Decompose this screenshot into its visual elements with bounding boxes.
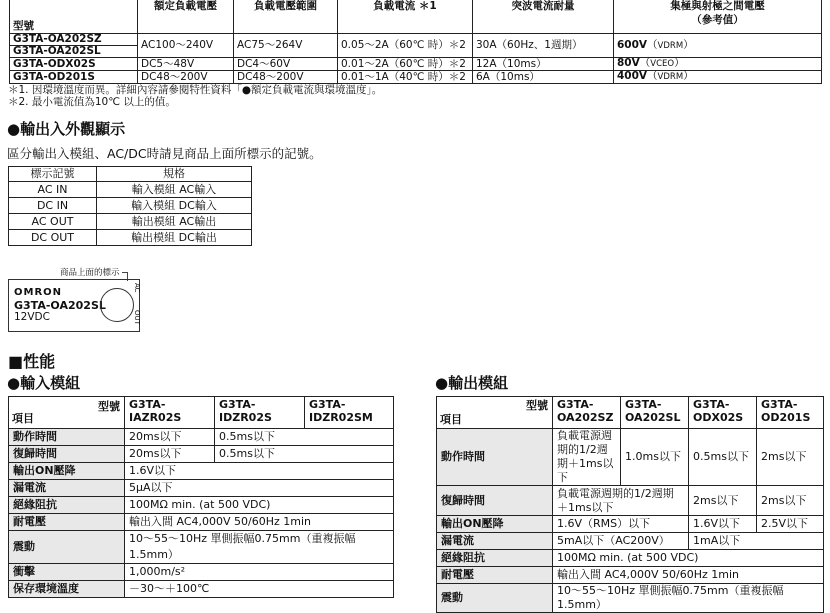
cell-value: 20ms以下	[125, 429, 215, 446]
cell-value: 0.5ms以下	[215, 429, 394, 446]
row-label: 復歸時間	[9, 446, 125, 463]
table-row	[9, 446, 394, 463]
table-row	[437, 584, 824, 613]
output-module-title: ●輸出模組	[435, 374, 509, 392]
corner-model-label: 型號	[98, 400, 120, 413]
spec-surge: 12A（10ms）	[473, 58, 614, 71]
spec-surge: 30A（60Hz、1週期）	[473, 34, 614, 58]
table-row	[437, 567, 824, 584]
cell-value: －30～＋100℃	[125, 581, 394, 598]
table-row	[9, 514, 394, 531]
cell-value: 1mA以下	[689, 533, 824, 550]
cell-value: 20ms以下	[125, 446, 215, 463]
performance-title: ■性能	[8, 352, 56, 371]
io-mark-table	[8, 166, 252, 246]
table-row	[9, 564, 394, 581]
spec-table	[9, 0, 822, 84]
cell-value: 2ms以下	[757, 429, 824, 486]
io-mark: AC IN	[9, 182, 97, 198]
cell-value: 5μA以下	[125, 480, 394, 497]
input-model-header: G3TA-IAZR02S	[125, 397, 215, 429]
table-row	[9, 182, 252, 198]
row-label: 輸出ON壓降	[9, 463, 125, 480]
row-label: 衝擊	[9, 564, 125, 581]
input-module-table	[8, 396, 394, 598]
io-spec: 輸入模組 DC輸入	[97, 198, 252, 214]
table-row	[9, 198, 252, 214]
cell-value: 輸出入間 AC4,000V 50/60Hz 1min	[125, 514, 394, 531]
cell-value: 10～55～10Hz 單側振幅0.75mm（重複振幅1.5mm）	[553, 584, 824, 613]
input-model-header: G3TA-IDZR02SM	[305, 397, 394, 429]
io-spec: 輸出模組 DC輸出	[97, 230, 252, 246]
output-model-header: G3TA-OA202SZ	[553, 397, 621, 429]
cell-value: 100MΩ min. (at 500 VDC)	[553, 550, 824, 567]
table-row	[9, 463, 394, 480]
spec-range: DC48～200V	[234, 71, 338, 84]
cell-value: 1.6V以下	[125, 463, 394, 480]
io-mark: DC OUT	[9, 230, 97, 246]
io-section-description: 區分輸出入模組、AC/DC時請見商品上面所標示的記號。	[7, 146, 322, 161]
spec-vce-unit: VCEO	[650, 59, 675, 69]
spec-rated: DC48～200V	[138, 71, 234, 84]
row-label: 漏電流	[437, 533, 553, 550]
spec-header-ce-voltage-l1: 集極與射極之間電壓	[670, 0, 765, 12]
cell-value: 2ms以下	[689, 486, 757, 516]
input-model-header: G3TA-IDZR02S	[215, 397, 305, 429]
spec-current: 0.01～2A（60℃ 時）＊2	[338, 58, 473, 71]
row-label: 復歸時間	[437, 486, 553, 516]
table-row	[9, 214, 252, 230]
spec-header-ce-voltage	[614, 0, 822, 34]
spec-vce-value: 80V	[617, 57, 640, 69]
output-model-header: G3TA-OD201S	[757, 397, 824, 429]
spec-header-model: 型號	[10, 0, 138, 34]
table-row	[437, 550, 824, 567]
spec-vce-unit: VDRM	[657, 40, 684, 51]
row-label: 震動	[437, 584, 553, 613]
spec-current: 0.05～2A（60℃ 時）＊2	[338, 34, 473, 58]
spec-row	[10, 71, 822, 84]
label-mark-ac: AC	[133, 283, 141, 293]
spec-model: G3TA-OD201S	[10, 71, 138, 84]
product-label-figure	[8, 279, 140, 332]
cell-value: 輸出入間 AC4,000V 50/60Hz 1min	[553, 567, 824, 584]
row-label: 動作時間	[437, 429, 553, 486]
cell-value: 2ms以下	[757, 486, 824, 516]
cell-value: 1.6V以下	[689, 516, 757, 533]
spec-model: G3TA-OA202SL	[10, 46, 138, 58]
label-model: G3TA-OA202SL	[14, 299, 106, 312]
footnote-1: ＊1. 因環境溫度而異。詳細內容請參閱特性資料「●額定負載電流與環境溫度」。	[8, 84, 383, 96]
table-row	[9, 531, 394, 564]
cell-value: 1.6V（RMS）以下	[553, 516, 689, 533]
cell-value: 100MΩ min. (at 500 VDC)	[125, 497, 394, 514]
table-row	[437, 486, 824, 516]
table-row	[9, 429, 394, 446]
spec-header-voltage-range: 負載電壓範圍	[234, 0, 338, 34]
cell-value: 1.0ms以下	[621, 429, 689, 486]
cell-value: 5mA以下（AC200V）	[553, 533, 689, 550]
footnote-2: ＊2. 最小電流值為10℃ 以上的值。	[8, 96, 176, 108]
spec-surge: 6A（10ms）	[473, 71, 614, 84]
spec-model: G3TA-OA202SZ	[10, 34, 138, 46]
row-label: 漏電流	[9, 480, 125, 497]
output-model-header: G3TA-OA202SL	[621, 397, 689, 429]
spec-model: G3TA-ODX02S	[10, 58, 138, 71]
spec-vce: 600V（VDRM）	[614, 34, 822, 58]
label-mark-out: OUT	[133, 310, 141, 325]
spec-vce: 400V（VDRM）	[614, 71, 822, 84]
table-row	[9, 230, 252, 246]
row-label: 動作時間	[9, 429, 125, 446]
brand-logo: OMRON	[14, 287, 63, 298]
table-row	[437, 429, 824, 486]
row-label: 輸出ON壓降	[437, 516, 553, 533]
io-mark: DC IN	[9, 198, 97, 214]
cell-value: 1,000m/s²	[125, 564, 394, 581]
table-row	[9, 581, 394, 598]
spec-range: DC4～60V	[234, 58, 338, 71]
cell-value: 負載電源週期的1/2週期＋1ms以下	[553, 486, 689, 516]
row-label: 絕緣阻抗	[9, 497, 125, 514]
spec-row	[10, 34, 822, 46]
io-spec: 輸出模組 AC輸出	[97, 214, 252, 230]
spec-header-ce-voltage-l2: （參考值）	[691, 14, 744, 26]
spec-header-load-current: 負載電流 ＊1	[338, 0, 473, 34]
io-header-mark: 標示記號	[9, 167, 97, 182]
cell-value: 負載電源週期的1/2週期＋1ms以下	[553, 429, 621, 486]
table-row	[9, 497, 394, 514]
io-mark: AC OUT	[9, 214, 97, 230]
spec-row	[10, 58, 822, 71]
cell-value: 0.5ms以下	[689, 429, 757, 486]
spec-rated: AC100～240V	[138, 34, 234, 58]
table-row	[437, 533, 824, 550]
output-module-table	[436, 396, 824, 613]
spec-range: AC75～264V	[234, 34, 338, 58]
row-label: 耐電壓	[9, 514, 125, 531]
cell-value: 10～55～10Hz 單側振幅0.75mm（重複振幅1.5mm）	[125, 531, 394, 564]
spec-vce-value: 600V	[617, 38, 648, 51]
row-label: 震動	[9, 531, 125, 564]
table-row	[437, 516, 824, 533]
io-spec: 輸入模組 AC輸入	[97, 182, 252, 198]
cell-value: 2.5V以下	[757, 516, 824, 533]
spec-header-rated-voltage: 額定負載電壓	[138, 0, 234, 34]
io-section-title: ●輸出入外觀顯示	[7, 120, 126, 138]
label-caption: 商品上面的標示	[60, 268, 120, 278]
spec-header-surge: 突波電流耐量	[473, 0, 614, 34]
row-label: 保存環境溫度	[9, 581, 125, 598]
label-circle-mark	[100, 288, 134, 322]
io-header-spec: 規格	[97, 167, 252, 182]
output-corner-cell	[437, 397, 553, 429]
spec-vce-value: 400V	[617, 70, 648, 82]
spec-vce-unit: VDRM	[657, 72, 684, 82]
label-voltage: 12VDC	[14, 311, 50, 323]
cell-value: 0.5ms以下	[215, 446, 394, 463]
input-module-title: ●輸入模組	[7, 374, 81, 392]
spec-vce: 80V（VCEO）	[614, 58, 822, 71]
input-corner-cell	[9, 397, 125, 429]
spec-current: 0.01～1A（40℃ 時）＊2	[338, 71, 473, 84]
row-label: 絕緣阻抗	[437, 550, 553, 567]
corner-item-label: 項目	[440, 413, 462, 426]
table-row	[9, 480, 394, 497]
corner-item-label: 項目	[12, 412, 34, 425]
row-label: 耐電壓	[437, 567, 553, 584]
spec-rated: DC5～48V	[138, 58, 234, 71]
output-model-header: G3TA-ODX02S	[689, 397, 757, 429]
corner-model-label: 型號	[526, 399, 548, 412]
